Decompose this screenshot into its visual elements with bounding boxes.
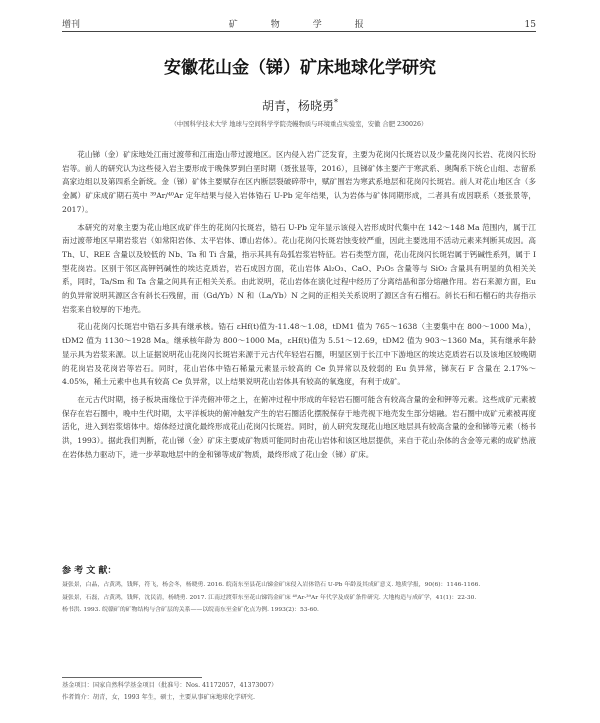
author-bio-footnote: 作者简介：胡青，女，1993 年生，硕士，主要从事矿床地球化学研究. [62,694,255,701]
reference-item: 聂张景，白晶，占黄鸿，钱辉，符飞，杨会冬，杨晓勇. 2016. 皖南东至县花山锑金矿床侵入岩体锆石 U-Pb 年龄及其成矿意义. 地质学报，90(6)：1146-1166. [62,582,481,588]
footnote-rule [62,677,202,678]
reference-item: 杨书洪. 1993. 皖赣矿的矿物结构与含矿层的关系——以皖南东至金矿化点为例. 1993(2)：53-60. [62,607,319,614]
paper-title: 安徽花山金（锑）矿床地球化学研究 [164,58,436,78]
footnotes [62,680,536,704]
journal-name: 矿 物 学 报 [228,20,376,30]
reference-item: 聂张景，石磊，占黄鸿，钱辉，沈民清，杨晓勇. 2017. 江南过渡带东至花山锑钨金矿床 ⁴⁰Ar-³⁹Ar 年代学及成矿条件研究. 大地构造与成矿学，41(1)：22-30. [62,594,477,601]
authors [0,97,600,114]
paragraph-3: 花山花岗闪长斑岩中锆石多具有继承核。锆石 εHf(t)值为-11.48～1.08，tDM1 值为 765～1638（主要集中在 800～1000 Ma），tDM2 值为 1130～1928 Ma。继承核年龄为 800～1000 Ma，εHf(t)值为 5.51～12.69，tDM2 值为 903～1360 Ma，其有继承年龄显示具为岩浆来源。以上证据说明花山花岗闪长斑岩来源于元古代年轻岩石圈，明显区别于长江中下游地区的埃达克质岩石以及该地区较晚期的花岗岩及花岗岩等岩石。同时，花山岩体中锆石稀量元素显示较高的 Ce 负异常以及较弱的 Eu 负异常，锑灰石 F 含量在 2.17%～4.05%，稀土元素中也具有较高 Ce 负异常，以上结果说明花山岩体具有较高的氧逸度，有利于成矿。 [62,322,536,387]
paragraph-2: 本研究的对象主要为花山地区成矿伴生的花岗闪长斑岩，锆石 U-Pb 定年显示该侵入岩形成时代集中在 142～148 Ma 范围内，属于江南过渡带地区早期岩浆岩（如常阳岩体、太平岩体、谭山岩体）。花山花岗闪长斑岩蚀变较严重，因此主要选用不活动元素来判断其成因。高 Th、U、REE 含量以及较低的 Nb、Ta 和 Ti 含量，指示其具有岛弧岩浆岩特征。岩石类型方面，花山花岗闪长斑岩属于钙碱性系列，属于 I 型花岗岩。区别于邻区高钾钙碱性的埃达克质岩，岩石成因方面，花山岩体 Al₂O₃、CaO、P₂O₅ 含量等与 SiO₂ 含量具有明显的负相关关系，同时，Ta/Sm 和 Ta 含量之间具有正相关关系。由此说明，花山岩体在演化过程中经历了分离结晶和部分熔融作用。岩石来源方面，Eu 的负异常说明其源区含有斜长石残留，而（Gd/Yb）N 和（La/Yb）N 之间的正相关关系说明了源区含有石榴石。斜长石和石榴石的共存指示岩浆来自较厚的下地壳。 [62,222,536,314]
paragraph-1: 花山锑（金）矿床地处江南过渡带和江南造山带过渡地区。区内侵入岩广泛发育，主要为花岗闪长斑岩以及少量花岗闪长岩、花岗闪长玢岩等。前人的研究认为这些侵入岩主要形成于晚侏罗到白垩时期（聂张显等，2016），且锑矿体主要产于寒武系、奥陶系下统仑山组、志留系高家边组以及第四系全新统。金（锑）矿体主要赋存在区内断层裂破碎带中，赋矿围岩为寒武系地层和花岗闪长斑岩。前人对花山地区含（多金属）矿床成矿期石英中 ³⁹Ar/⁴⁰Ar 定年结果与侵入岩体锆石 U-Pb 定年结果，认为岩体与矿体同期形成，二者具有成因联系（聂张景等，2017）。 [62,150,536,214]
paragraph-4: 在元古代时期，扬子板块南缘位于洋壳俯冲带之上，在俯冲过程中形成的年轻岩石圈可能含有较高含量的金和钾等元素。这些成矿元素被保存在岩石圈中，晚中生代时期，太平洋板块的俯冲触发产生的岩石圈活化摆脱保存于地壳视下地壳发生部分熔融。岩石圈中成矿元素被再度活化，进入到岩浆熔体中。熔体经过演化最终形成花山花岗闪长斑岩。同时，前人研究发现花山地区地层具有较高含量的金和锑等元素（杨书洪，1993）。据此我们判断，花山锑（金）矿床主要成矿物质可能同时由花山岩体和该区地层提供，来自于花山杂体的含金等元素的成矿热液在岩体热力驱动下，进一步萃取地层中的金和锑等成矿物质，最终形成了花山金（锑）矿床。 [62,394,536,459]
references-heading: 参 考 文 献： [62,566,117,576]
funding-footnote: 基金项目：国家自然科学基金项目（批准号：Nos. 41172057，41373007） [62,682,278,689]
page-number: 15 [524,20,536,30]
body-text [62,148,536,465]
author-names: 胡青，杨晓勇 [261,99,334,113]
corresponding-author-mark: * [334,98,338,107]
affiliation: （中国科学技术大学 地球与空间科学学院壳幔物质与环境重点实验室，安徽 合肥 230026） [170,121,428,128]
header-left: 增刊 [62,20,81,30]
references-list [62,581,536,619]
header-rule [62,31,536,32]
running-header [62,12,536,30]
